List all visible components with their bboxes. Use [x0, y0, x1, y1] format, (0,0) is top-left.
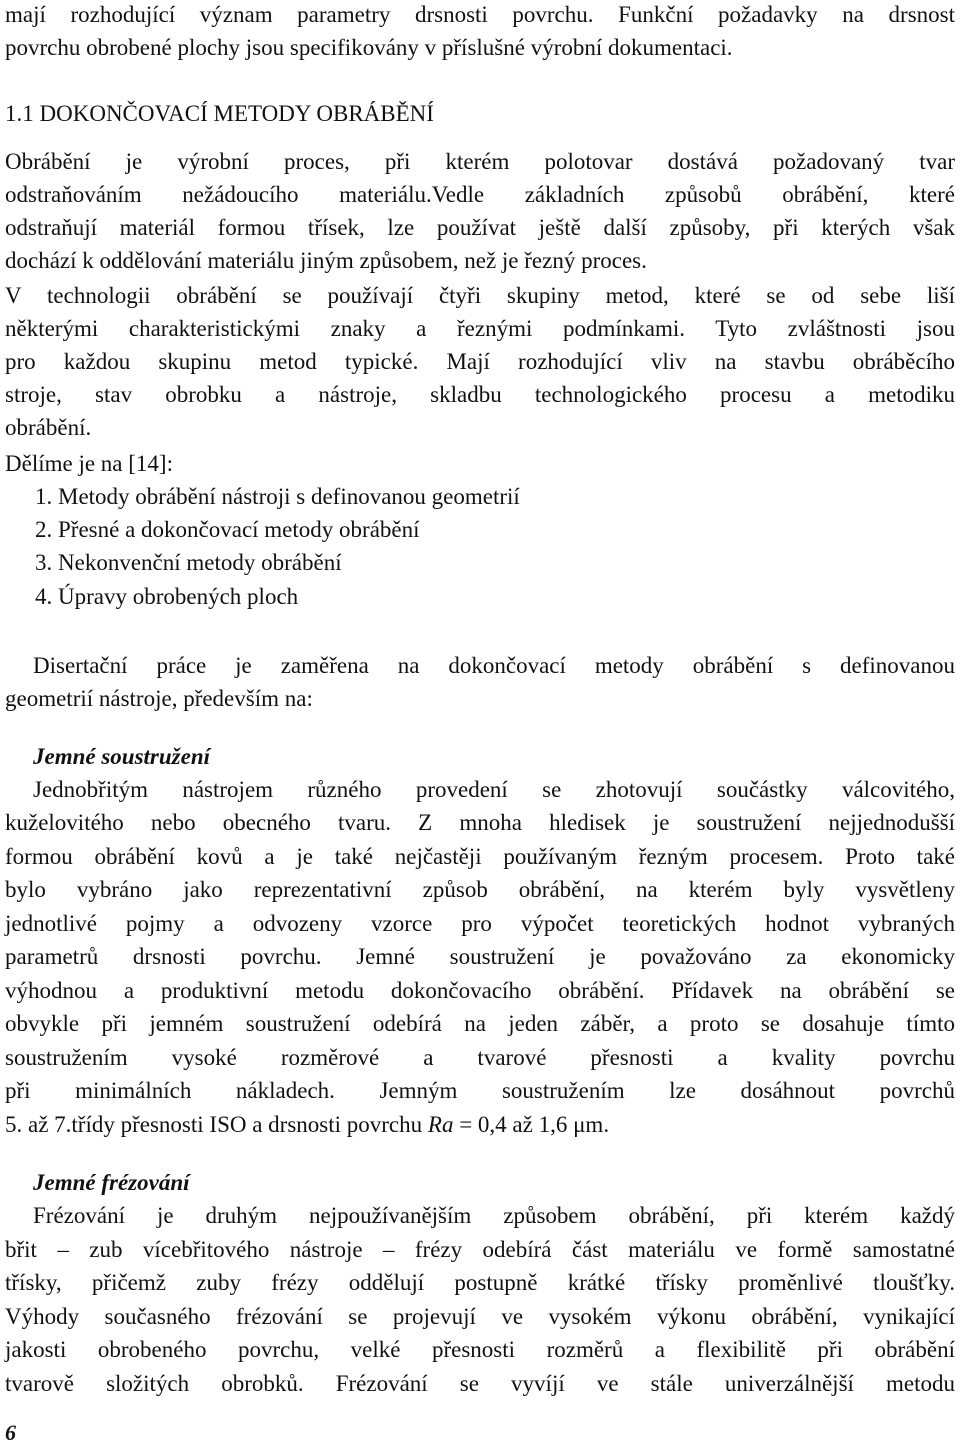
- paragraph-line: při minimálních nákladech. Jemným soustružením lze dosáhnout povrchů: [5, 1078, 955, 1103]
- paragraph-line: jakosti obrobeného povrchu, velké přesnosti rozměrů a flexibilitě při obrábění: [5, 1337, 955, 1362]
- paragraph-line: jednotlivé pojmy a odvozeny vzorce pro výpočet teoretických hodnot vybraných: [5, 911, 955, 936]
- paragraph-line: formou obrábění kovů a je také nejčastěji používaným řezným procesem. Proto také: [5, 844, 955, 869]
- section-heading: 1.1 DOKONČOVACÍ METODY OBRÁBĚNÍ: [5, 101, 434, 126]
- text-run: = 0,4 až 1,6 μm.: [453, 1112, 610, 1137]
- paragraph-line: pro každou skupinu metod typické. Mají rozhodující vliv na stavbu obráběcího: [5, 349, 955, 374]
- subsection-title: Jemné soustružení: [33, 744, 211, 769]
- paragraph-line: mají rozhodující význam parametry drsnosti povrchu. Funkční požadavky na drsnost: [5, 2, 955, 27]
- paragraph-line: výhodnou a produktivní metodu dokončovacího obrábění. Přídavek na obrábění se: [5, 978, 955, 1003]
- subsection-title: Jemné frézování: [33, 1170, 190, 1195]
- paragraph-line: [5, 1108, 609, 1141]
- paragraph-line: Obrábění je výrobní proces, při kterém polotovar dostává požadovaný tvar: [5, 149, 955, 174]
- paragraph-line: Jednobřitým nástrojem různého provedení se zhotovují součástky válcovitého,: [33, 777, 955, 802]
- paragraph-line: obvykle při jemném soustružení odebírá na jeden záběr, a proto se dosahuje tímto: [5, 1011, 955, 1036]
- roughness-symbol: Ra: [427, 1112, 454, 1137]
- page-number: 6: [5, 1420, 16, 1445]
- paragraph-line: obrábění.: [5, 415, 92, 440]
- paragraph-line: Frézování je druhým nejpoužívanějším způsobem obrábění, při kterém každý: [33, 1203, 955, 1228]
- paragraph-line: Výhody současného frézování se projevují ve vysokém výkonu obrábění, vynikající: [5, 1304, 955, 1329]
- paragraph-line: dochází k oddělování materiálu jiným způsobem, než je řezný proces.: [5, 248, 647, 273]
- paragraph-line: třísky, přičemž zuby frézy oddělují postupně krátké třísky proměnlivé tloušťky.: [5, 1270, 955, 1295]
- paragraph-line: odstraňováním nežádoucího materiálu.Vedle základních způsobů obrábění, které: [5, 182, 955, 207]
- paragraph-line: stroje, stav obrobku a nástroje, skladbu technologického procesu a metodiku: [5, 382, 955, 407]
- list-item: 1. Metody obrábění nástroji s definovanou geometrií: [35, 484, 520, 509]
- paragraph-line: tvarově složitých obrobků. Frézování se vyvíjí ve stále univerzálnější metodu: [5, 1371, 955, 1396]
- paragraph-line: parametrů drsnosti povrchu. Jemné soustružení je považováno za ekonomicky: [5, 944, 955, 969]
- paragraph-line: Disertační práce je zaměřena na dokončovací metody obrábění s definovanou: [33, 653, 955, 678]
- list-item: 3. Nekonvenční metody obrábění: [35, 550, 342, 575]
- paragraph-line: odstraňují materiál formou třísek, lze používat ještě další způsoby, při kterých však: [5, 215, 955, 240]
- paragraph-line: povrchu obrobené plochy jsou specifikovány v příslušné výrobní dokumentaci.: [5, 35, 733, 60]
- paragraph-line: bylo vybráno jako reprezentativní způsob obrábění, na kterém byly vysvětleny: [5, 877, 955, 902]
- paragraph-line: V technologii obrábění se používají čtyři skupiny metod, které se od sebe liší: [5, 283, 955, 308]
- paragraph-line: kuželovitého nebo obecného tvaru. Z mnoha hledisek je soustružení nejjednodušší: [5, 810, 955, 835]
- list-item: 4. Úpravy obrobených ploch: [35, 584, 299, 609]
- text-run: 5. až 7.třídy přesnosti ISO a drsnosti povrchu: [5, 1112, 428, 1137]
- list-intro: Dělíme je na [14]:: [5, 451, 173, 476]
- paragraph-line: některými charakteristickými znaky a řeznými podmínkami. Tyto zvláštnosti jsou: [5, 316, 955, 341]
- paragraph-line: soustružením vysoké rozměrové a tvarové přesnosti a kvality povrchu: [5, 1045, 955, 1070]
- paragraph-line: břit – zub vícebřitového nástroje – frézy odebírá část materiálu ve formě samostatné: [5, 1237, 955, 1262]
- list-item: 2. Přesné a dokončovací metody obrábění: [35, 517, 420, 542]
- paragraph-line: geometrií nástroje, především na:: [5, 686, 313, 711]
